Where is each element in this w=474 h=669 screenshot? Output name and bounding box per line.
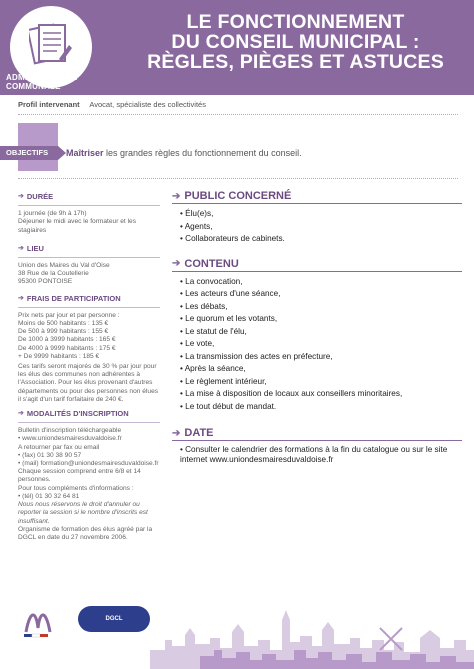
arrow-icon: ➔: [18, 193, 24, 200]
profil-value: Avocat, spécialiste des collectivités: [89, 100, 206, 109]
frais-row: + De 9999 habitants : 185 €: [18, 352, 100, 360]
date-text: • Consulter le calendrier des formations à la fin du catalogue ou sur le site internet www.uniondesmairesduvaldoise.fr: [180, 445, 448, 464]
modalites-line: Organisme de formation des élus agréé par la DGCL en date du 27 novembre 2006.: [18, 525, 153, 541]
list-item: • La transmission des actes en préfecture,: [180, 351, 462, 364]
section-lieu-title: ➔ LIEU: [18, 243, 44, 253]
duree-line: 1 journée (de 9h à 17h): [18, 210, 87, 218]
section-duree-title: ➔ DURÉE: [18, 192, 54, 201]
frais-intro: Prix nets par jour et par personne :: [18, 311, 120, 319]
list-item: • Le règlement intérieur,: [180, 376, 462, 389]
header-band: [0, 0, 474, 95]
modalites-line: • (tél) 01 30 32 64 81: [18, 492, 80, 500]
list-item: • Élu(e)s,: [180, 208, 462, 221]
public-list: [172, 208, 462, 246]
frais-note: Ces tarifs seront majorés de 30 % par jour pour les élus des communes non adhérentes à l'Association. Pour les élus provenant d'autres départements ou pour des personnes non élues il s'agit d'un tarif forfaitaire de 240 €.: [18, 363, 159, 403]
lieu-line: 38 Rue de la Coutellerie: [18, 270, 89, 278]
profil-label: Profil intervenant: [18, 100, 80, 109]
left-column: [18, 187, 160, 542]
right-column: [172, 190, 462, 465]
association-logo: [20, 600, 60, 640]
list-item: • Le vote,: [180, 338, 462, 351]
contenu-list: [172, 276, 462, 414]
city-skyline-illustration: [0, 580, 474, 669]
list-item: • Agents,: [180, 221, 462, 234]
arrow-icon: ➔: [172, 427, 181, 439]
list-item: • Les acteurs d'une séance,: [180, 288, 462, 301]
objectifs-strong: Maîtriser: [66, 148, 104, 158]
list-item: • Après la séance,: [180, 363, 462, 376]
frais-row: De 500 à 999 habitants : 155 €: [18, 328, 109, 336]
title-line1: LE FONCTIONNEMENT: [186, 11, 405, 33]
lieu-line: 95300 PONTOISE: [18, 278, 73, 286]
profil-intervenant: [18, 100, 206, 109]
modalites-line: • (mail) formation@uniondesmairesduvaldoise.fr: [18, 460, 159, 468]
list-item: • Le statut de l'élu,: [180, 326, 462, 339]
objectifs-text: [66, 148, 302, 158]
arrow-icon: ➔: [18, 410, 24, 418]
list-item: • Collaborateurs de cabinets.: [180, 233, 462, 246]
modalites-line: Nous nous réservons le droit d'annuler ou reporter la session si le nombre d'inscrits est insuffisant.: [18, 501, 148, 525]
frais-row: De 4000 à 9999 habitants : 175 €: [18, 344, 116, 352]
modalites-line: A retourner par fax ou email: [18, 443, 100, 451]
arrow-icon: ➔: [18, 244, 24, 252]
divider: [18, 422, 160, 423]
title-line2: DU CONSEIL MUNICIPAL :: [171, 31, 420, 53]
list-item: • La convocation,: [180, 276, 462, 289]
modalites-line: • (fax) 01 30 38 90 57: [18, 451, 82, 459]
divider: [18, 205, 160, 206]
duree-line: Déjeuner le midi avec le formateur et les stagiaires: [18, 218, 137, 234]
objectifs-rest: les grandes règles du fonctionnement du conseil.: [103, 148, 302, 158]
divider: [18, 307, 160, 308]
modalites-line: Chaque session comprend entre 6/8 et 14 personnes.: [18, 468, 141, 484]
section-contenu-title: ➔ CONTENU: [172, 258, 462, 272]
title-line3: RÈGLES, PIÈGES ET ASTUCES: [147, 51, 444, 73]
divider: [18, 178, 458, 179]
list-item: • Le quorum et les votants,: [180, 313, 462, 326]
lieu-line: Union des Maires du Val d'Oise: [18, 262, 110, 270]
list-item: • Les débats,: [180, 301, 462, 314]
section-frais-title: ➔ FRAIS DE PARTICIPATION: [18, 293, 121, 303]
section-date-title: ➔ DATE: [172, 427, 462, 441]
modalites-line: Pour tous compléments d'informations :: [18, 484, 134, 492]
list-item: • La mise à disposition de locaux aux conseillers minoritaires,: [180, 388, 462, 401]
arrow-icon: ➔: [172, 258, 181, 269]
modalites-line: Bulletin d'inscription téléchargeable: [18, 427, 122, 435]
section-modalites-title: ➔ MODALITÉS D'INSCRIPTION: [18, 409, 129, 419]
list-item: • Le tout début de mandat.: [180, 401, 462, 414]
category-label: [6, 73, 96, 91]
divider: [18, 114, 458, 115]
section-public-title: ➔ PUBLIC CONCERNÉ: [172, 190, 462, 204]
arrow-icon: ➔: [172, 190, 181, 202]
objectifs-tab: OBJECTIFS: [0, 146, 58, 160]
arrow-icon: ➔: [18, 294, 24, 302]
page-title: [128, 12, 463, 72]
divider: [18, 257, 160, 258]
modalites-line: • www.uniondesmairesduvaldoise.fr: [18, 435, 122, 443]
dgcl-logo: DGCL: [78, 606, 150, 632]
category-label-line1: ADMINISTRATION: [6, 73, 78, 82]
category-label-line2: COMMUNALE: [6, 82, 61, 91]
frais-row: Moins de 500 habitants : 135 €: [18, 320, 109, 328]
documents-icon: [29, 19, 73, 71]
frais-row: De 1000 à 3999 habitants : 165 €: [18, 336, 116, 344]
